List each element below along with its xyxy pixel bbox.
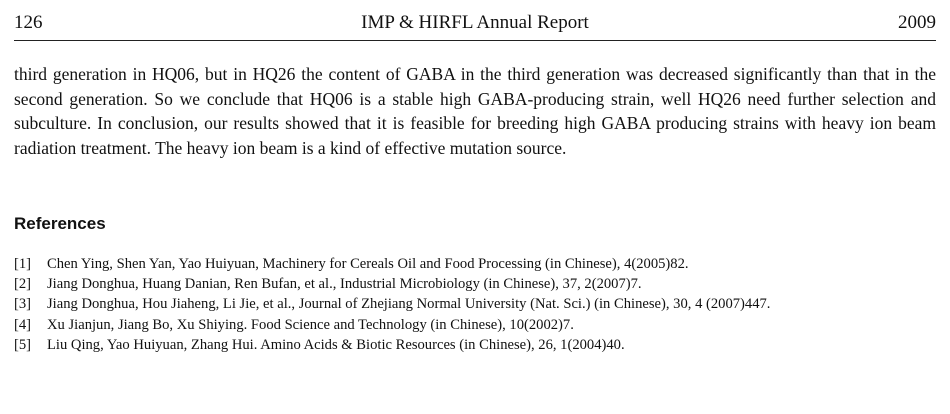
reference-number: [1] bbox=[14, 256, 32, 272]
body-paragraph: third generation in HQ06, but in HQ26 the content of GABA in the third generation was decreased significantly than that in the second generation. So we conclude that HQ06 is a stable high GABA-producing strain, well HQ26 need further selection and subculture. In conclusion, our results showed that it is feasible for breeding high GABA producing strains with heavy ion beam radiation treatment. The heavy ion beam is a kind of effective mutation source. bbox=[14, 64, 936, 158]
reference-text: Chen Ying, Shen Yan, Yao Huiyuan, Machinery for Cereals Oil and Food Processing (in Chinese), 4(2005)82. bbox=[47, 256, 689, 272]
reference-number: [5] bbox=[14, 336, 32, 353]
reference-item bbox=[14, 294, 936, 314]
reference-item bbox=[14, 274, 936, 294]
reference-number: [4] bbox=[14, 316, 32, 333]
references-heading: References bbox=[14, 214, 106, 233]
header-year: 2009 bbox=[898, 12, 936, 33]
reference-number: [3] bbox=[14, 296, 32, 313]
running-title: IMP & HIRFL Annual Report bbox=[361, 12, 589, 33]
reference-item bbox=[14, 254, 936, 274]
reference-list bbox=[14, 254, 936, 355]
page-number: 126 bbox=[14, 12, 43, 33]
reference-number: [2] bbox=[14, 276, 32, 293]
page-header bbox=[14, 10, 936, 41]
reference-text: Liu Qing, Yao Huiyuan, Zhang Hui. Amino Acids & Biotic Resources (in Chinese), 26, 1(2004)40. bbox=[47, 336, 625, 353]
reference-text: Jiang Donghua, Hou Jiaheng, Li Jie, et al., Journal of Zhejiang Normal University (Nat. Sci.) (in Chinese), 30, 4 (2007)447. bbox=[47, 296, 771, 313]
reference-item bbox=[14, 315, 936, 335]
reference-text: Xu Jianjun, Jiang Bo, Xu Shiying. Food Science and Technology (in Chinese), 10(2002)7. bbox=[47, 316, 574, 333]
reference-text: Jiang Donghua, Huang Danian, Ren Bufan, et al., Industrial Microbiology (in Chinese), 37, 2(2007)7. bbox=[47, 276, 642, 293]
reference-item bbox=[14, 335, 936, 355]
